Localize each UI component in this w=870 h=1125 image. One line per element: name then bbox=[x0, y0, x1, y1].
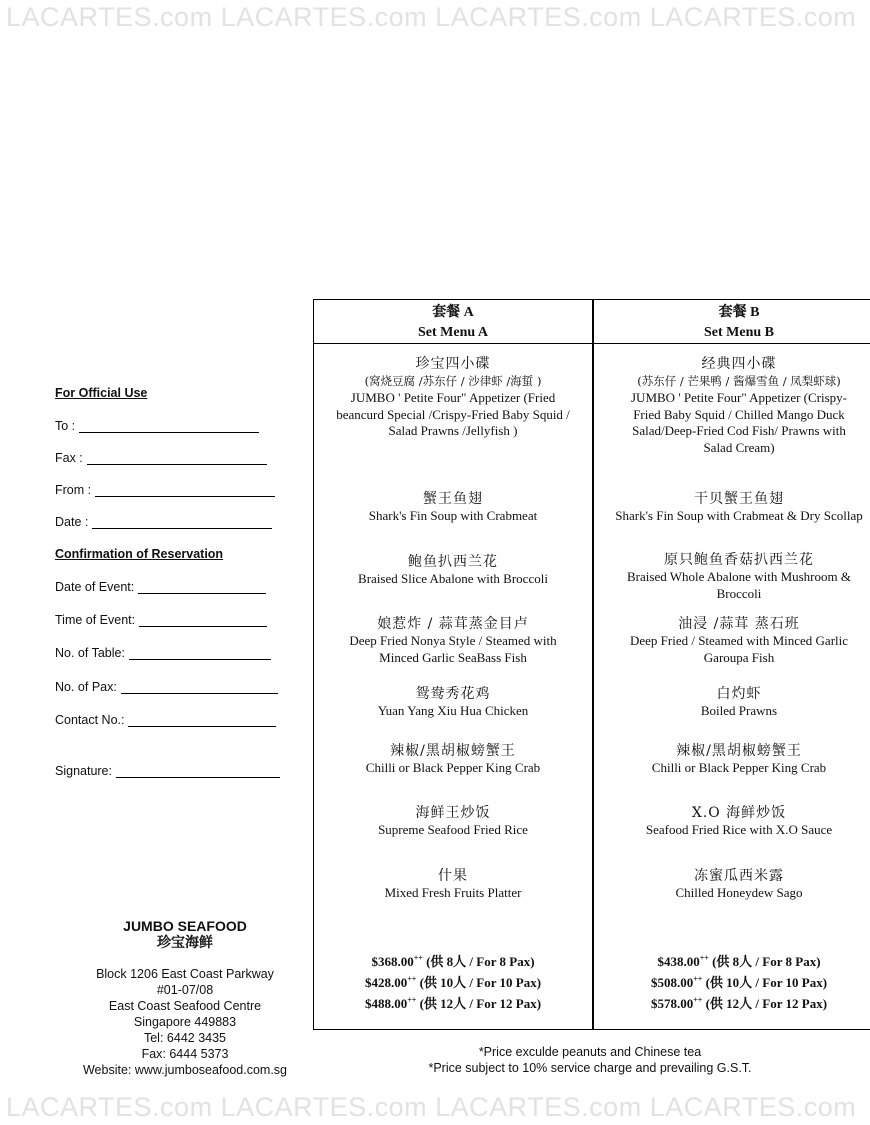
dish-name-en: Mixed Fresh Fruits Platter bbox=[384, 885, 522, 900]
dish-name-en: Fried Baby Squid / Chilled Mango Duck bbox=[633, 406, 845, 422]
note-line-2: *Price subject to 10% service charge and prevailing G.S.T. bbox=[428, 1061, 752, 1075]
official-use-heading: For Official Use bbox=[55, 386, 148, 400]
date-of-event-field[interactable] bbox=[55, 579, 266, 594]
fax-number: Fax: 6444 5373 bbox=[141, 1047, 229, 1061]
dish-name-cn: 鲍鱼扒西兰花 bbox=[408, 554, 498, 570]
dish-name-cn: 鸳鸯秀花鸡 bbox=[415, 686, 491, 702]
watermark-bottom: LACARTES.com LACARTES.com LACARTES.com LACARTES.com bbox=[6, 1092, 857, 1122]
time-of-event-label: Time of Event: bbox=[55, 613, 136, 627]
set-menu-b-title-en: Set Menu B bbox=[704, 325, 774, 340]
dish-name-en: Braised Whole Abalone with Mushroom & bbox=[627, 569, 851, 584]
menu-a-fish bbox=[318, 615, 588, 666]
dish-name-en: Supreme Seafood Fried Rice bbox=[378, 822, 528, 837]
price-notes bbox=[400, 1044, 780, 1076]
menu-b-soup bbox=[598, 490, 870, 525]
confirmation-heading: Confirmation of Reservation bbox=[55, 547, 224, 561]
dish-name-en: Boiled Prawns bbox=[700, 703, 778, 718]
address-line-3: East Coast Seafood Centre bbox=[108, 999, 262, 1013]
dish-name-en: Seafood Fried Rice with X.O Sauce bbox=[645, 822, 833, 837]
dish-name-cn: 什果 bbox=[438, 868, 468, 884]
address-line-2: #01-07/08 bbox=[156, 983, 214, 997]
menu-b-prawns bbox=[598, 685, 870, 720]
set-menu-a-title-cn: 套餐 A bbox=[432, 305, 474, 320]
price-row-8-pax: $438.00++ (供 8人 / For 8 Pax) bbox=[657, 953, 821, 969]
menu-b-crab bbox=[598, 742, 870, 777]
no-of-table-field[interactable] bbox=[55, 645, 271, 660]
date-of-event-line[interactable] bbox=[138, 579, 266, 594]
menu-a-abalone bbox=[318, 553, 588, 588]
menu-a-prices bbox=[314, 951, 592, 1014]
menu-a-crab bbox=[318, 742, 588, 777]
dish-name-en: Broccoli bbox=[716, 585, 762, 601]
menu-b-dessert bbox=[598, 867, 870, 902]
date-of-event-label: Date of Event: bbox=[55, 580, 135, 594]
watermark-top: LACARTES.com LACARTES.com LACARTES.com LACARTES.com bbox=[6, 2, 857, 32]
dish-name-cn: X.O 海鲜炒饭 bbox=[691, 805, 787, 821]
dish-name-cn: 海鲜王炒饭 bbox=[415, 805, 491, 821]
to-label: To : bbox=[55, 419, 76, 433]
menu-a-dessert bbox=[318, 867, 588, 902]
set-menu-b-title-cn: 套餐 B bbox=[718, 305, 760, 320]
set-menu-b-header bbox=[594, 303, 870, 343]
dish-name-en: Garoupa Fish bbox=[703, 649, 775, 665]
contact-no-label: Contact No.: bbox=[55, 713, 125, 727]
no-of-table-line[interactable] bbox=[129, 645, 271, 660]
dish-subitems-cn: (窝烧豆腐 /苏东仔 / 沙律虾 /海蜇 ) bbox=[364, 374, 542, 388]
no-of-pax-line[interactable] bbox=[121, 679, 278, 694]
to-line[interactable] bbox=[79, 418, 259, 433]
dish-name-en: Chilli or Black Pepper King Crab bbox=[651, 760, 827, 775]
dish-name-en: Salad Cream) bbox=[703, 439, 775, 455]
fax-label: Fax : bbox=[55, 451, 83, 465]
to-field[interactable] bbox=[55, 418, 259, 433]
dish-name-en: JUMBO ' Petite Four" Appetizer (Crispy- bbox=[631, 390, 847, 405]
dish-name-cn: 油浸 /蒜茸 蒸石班 bbox=[678, 616, 800, 632]
dish-name-cn: 辣椒/黑胡椒螃蟹王 bbox=[676, 743, 802, 759]
menu-b-abalone bbox=[598, 551, 870, 602]
menu-a-chicken bbox=[318, 685, 588, 720]
price-row-12-pax: $578.00++ (供 12人 / For 12 Pax) bbox=[650, 995, 828, 1011]
fax-line[interactable] bbox=[87, 450, 267, 465]
address-line-4: Singapore 449883 bbox=[133, 1015, 237, 1029]
telephone: Tel: 6442 3435 bbox=[143, 1031, 226, 1045]
price-row-10-pax: $508.00++ (供 10人 / For 10 Pax) bbox=[650, 974, 828, 990]
dish-name-en: beancurd Special /Crispy-Fried Baby Squid / bbox=[336, 406, 570, 422]
dish-name-cn: 蟹王鱼翅 bbox=[423, 491, 483, 507]
set-menu-a-header bbox=[314, 303, 592, 343]
dish-name-en: Shark's Fin Soup with Crabmeat bbox=[368, 508, 538, 523]
dish-name-en: Chilli or Black Pepper King Crab bbox=[365, 760, 541, 775]
menu-b-prices bbox=[594, 951, 870, 1014]
note-line-1: *Price exculde peanuts and Chinese tea bbox=[478, 1045, 702, 1059]
menu-b-rice bbox=[598, 804, 870, 839]
no-of-table-label: No. of Table: bbox=[55, 646, 125, 660]
dish-name-en: Yuan Yang Xiu Hua Chicken bbox=[377, 703, 529, 718]
dish-name-cn: 经典四小碟 bbox=[701, 356, 777, 372]
dish-name-en: Salad Prawns /Jellyfish ) bbox=[388, 423, 518, 438]
time-of-event-line[interactable] bbox=[139, 612, 267, 627]
dish-name-en: JUMBO ' Petite Four" Appetizer (Fried bbox=[350, 390, 556, 405]
contact-no-line[interactable] bbox=[128, 712, 276, 727]
dish-name-en: Chilled Honeydew Sago bbox=[675, 885, 803, 900]
menu-a-soup bbox=[318, 490, 588, 525]
dish-name-cn: 白灼虾 bbox=[716, 686, 762, 702]
set-menu-table bbox=[313, 299, 870, 1030]
dish-name-en: Salad/Deep-Fried Cod Fish/ Prawns with bbox=[632, 423, 846, 438]
dish-subitems-cn: (苏东仔 / 芒果鸭 / 酱爆雪鱼 / 凤梨虾球) bbox=[637, 374, 841, 388]
menu-a-rice bbox=[318, 804, 588, 839]
brand-name-chinese: 珍宝海鲜 bbox=[157, 935, 213, 951]
price-row-8-pax: $368.00++ (供 8人 / For 8 Pax) bbox=[371, 953, 535, 969]
set-menu-a-title-en: Set Menu A bbox=[418, 325, 488, 340]
dish-name-cn: 原只鲍鱼香菇扒西兰花 bbox=[664, 552, 814, 568]
signature-label: Signature: bbox=[55, 764, 112, 778]
dish-name-cn: 辣椒/黑胡椒螃蟹王 bbox=[390, 743, 516, 759]
brand-name: JUMBO SEAFOOD bbox=[123, 918, 247, 934]
from-line[interactable] bbox=[95, 482, 275, 497]
signature-line[interactable] bbox=[116, 763, 280, 778]
dish-name-en: Deep Fried / Steamed with Minced Garlic bbox=[629, 633, 849, 648]
no-of-pax-label: No. of Pax: bbox=[55, 680, 117, 694]
fax-field[interactable] bbox=[55, 450, 267, 465]
contact-no-field[interactable] bbox=[55, 712, 276, 727]
set-menu-b-column bbox=[594, 300, 870, 1029]
time-of-event-field[interactable] bbox=[55, 612, 267, 627]
dish-name-en: Braised Slice Abalone with Broccoli bbox=[358, 571, 548, 586]
from-field[interactable] bbox=[55, 482, 275, 497]
dish-name-en: Minced Garlic SeaBass Fish bbox=[379, 649, 527, 665]
menu-b-fish bbox=[598, 615, 870, 666]
no-of-pax-field[interactable] bbox=[55, 679, 278, 694]
from-label: From : bbox=[55, 483, 92, 497]
date-field[interactable] bbox=[55, 514, 272, 529]
dish-name-cn: 干贝蟹王鱼翅 bbox=[694, 491, 784, 507]
menu-a-appetizer bbox=[318, 355, 588, 440]
dish-name-en: Shark's Fin Soup with Crabmeat & Dry Scollap bbox=[615, 508, 863, 523]
dish-name-cn: 冻蜜瓜西米露 bbox=[694, 868, 784, 884]
website[interactable]: Website: www.jumboseafood.com.sg bbox=[82, 1063, 288, 1077]
menu-b-appetizer bbox=[598, 355, 870, 456]
dish-name-cn: 珍宝四小碟 bbox=[415, 356, 491, 372]
dish-name-en: Deep Fried Nonya Style / Steamed with bbox=[349, 633, 557, 648]
set-menu-a-column bbox=[314, 300, 592, 1029]
date-label: Date : bbox=[55, 515, 89, 529]
address-line-1: Block 1206 East Coast Parkway bbox=[96, 967, 274, 981]
restaurant-contact-block bbox=[55, 918, 315, 1078]
date-line[interactable] bbox=[92, 514, 272, 529]
signature-field[interactable] bbox=[55, 763, 280, 778]
dish-name-cn: 娘惹炸 / 蒜茸蒸金目卢 bbox=[377, 616, 529, 632]
price-row-12-pax: $488.00++ (供 12人 / For 12 Pax) bbox=[364, 995, 542, 1011]
price-row-10-pax: $428.00++ (供 10人 / For 10 Pax) bbox=[364, 974, 542, 990]
